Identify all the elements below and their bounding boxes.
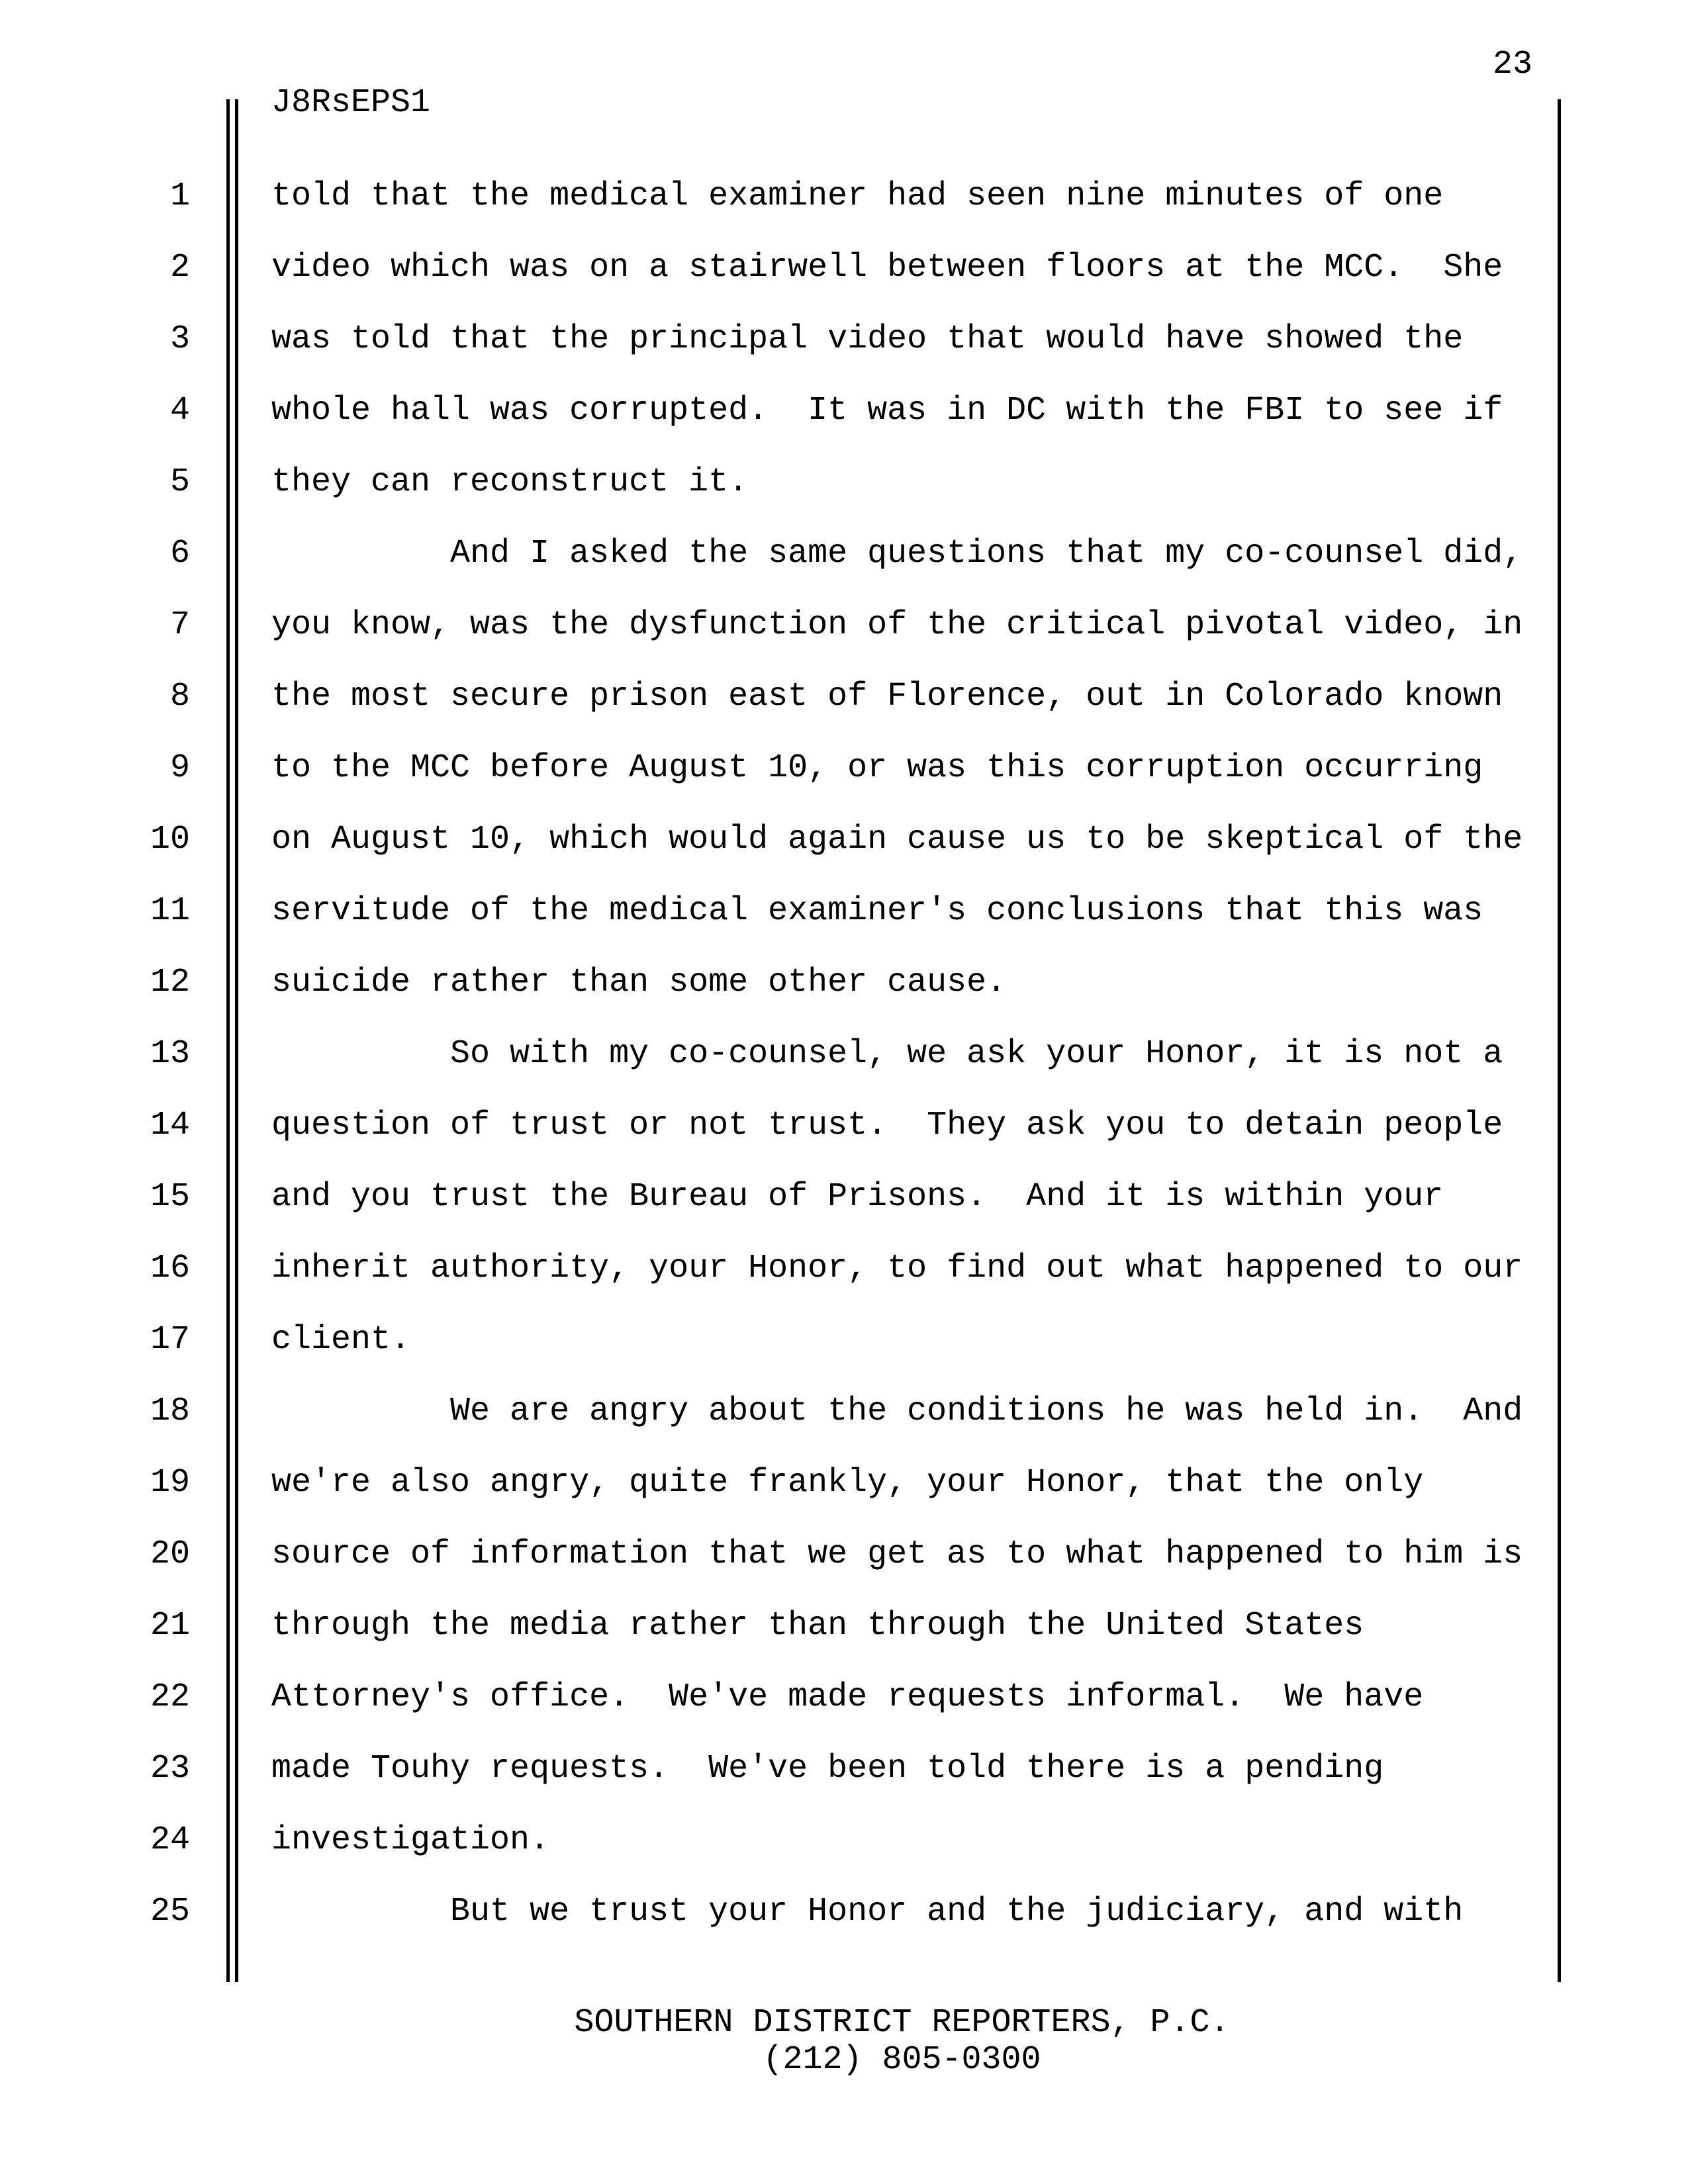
line-text: we're also angry, quite frankly, your Honor, that the only (271, 1464, 1424, 1502)
line-text: suicide rather than some other cause. (271, 964, 1007, 1001)
transcript-line (0, 661, 1688, 733)
transcript-line (0, 232, 1688, 304)
line-number: 8 (169, 678, 190, 715)
line-number: 5 (169, 463, 190, 501)
line-number: 20 (150, 1535, 190, 1573)
line-number: 19 (150, 1464, 190, 1502)
line-text: whole hall was corrupted. It was in DC with the FBI to see if (271, 392, 1503, 430)
line-text: investigation. (271, 1821, 550, 1859)
line-text: And I asked the same questions that my co-counsel did, (271, 535, 1523, 572)
line-number: 17 (150, 1321, 190, 1359)
line-text: through the media rather than through the United States (271, 1607, 1364, 1645)
transcript-line (0, 1519, 1688, 1590)
transcript-line (0, 161, 1688, 232)
transcript-line (0, 375, 1688, 447)
line-text: So with my co-counsel, we ask your Honor, it is not a (271, 1035, 1503, 1073)
line-number: 15 (150, 1178, 190, 1216)
line-number: 21 (150, 1607, 190, 1645)
transcript-line (0, 804, 1688, 876)
line-text: to the MCC before August 10, or was this corruption occurring (271, 749, 1483, 787)
transcript-line (0, 1233, 1688, 1304)
transcript-line (0, 1090, 1688, 1161)
line-text: source of information that we get as to what happened to him is (271, 1535, 1523, 1573)
transcript-line (0, 304, 1688, 375)
page-number: 23 (1492, 46, 1532, 83)
transcript-line (0, 1019, 1688, 1090)
transcript-line (0, 1590, 1688, 1662)
line-number: 9 (169, 749, 190, 787)
line-number: 22 (150, 1678, 190, 1716)
line-number: 23 (150, 1750, 190, 1788)
transcript-line (0, 1447, 1688, 1519)
line-number: 12 (150, 964, 190, 1001)
transcript-line (0, 947, 1688, 1019)
line-number: 6 (169, 535, 190, 572)
footer-phone-number: (212) 805-0300 (763, 2041, 1041, 2079)
line-text: on August 10, which would again cause us to be skeptical of the (271, 821, 1523, 858)
transcript-line (0, 518, 1688, 590)
line-number: 7 (169, 606, 190, 644)
line-number: 10 (150, 821, 190, 858)
transcript-line (0, 590, 1688, 661)
transcript-line (0, 1805, 1688, 1876)
line-number: 13 (150, 1035, 190, 1073)
transcript-line (0, 1376, 1688, 1447)
line-text: they can reconstruct it. (271, 463, 749, 501)
line-number: 25 (150, 1893, 190, 1931)
transcript-line (0, 447, 1688, 518)
line-text: But we trust your Honor and the judiciary, and with (271, 1893, 1464, 1931)
line-text: question of trust or not trust. They ask you to detain people (271, 1107, 1503, 1144)
line-number: 3 (169, 320, 190, 358)
line-text: Attorney's office. We've made requests informal. We have (271, 1678, 1424, 1716)
line-text: servitude of the medical examiner's conclusions that this was (271, 892, 1483, 930)
line-text: the most secure prison east of Florence, out in Colorado known (271, 678, 1503, 715)
line-number: 14 (150, 1107, 190, 1144)
transcript-line (0, 1662, 1688, 1733)
line-number: 16 (150, 1250, 190, 1287)
session-id: J8RsEPS1 (271, 84, 431, 122)
line-number: 1 (169, 177, 190, 215)
line-text: We are angry about the conditions he was held in. And (271, 1392, 1523, 1430)
transcript-line (0, 1733, 1688, 1805)
transcript-line (0, 1876, 1688, 1948)
line-number: 24 (150, 1821, 190, 1859)
line-text: video which was on a stairwell between floors at the MCC. She (271, 249, 1503, 287)
line-text: client. (271, 1321, 411, 1359)
transcript-line (0, 876, 1688, 947)
transcript-line (0, 733, 1688, 804)
line-text: was told that the principal video that would have showed the (271, 320, 1464, 358)
transcript-line (0, 1161, 1688, 1233)
line-text: made Touhy requests. We've been told there is a pending (271, 1750, 1384, 1788)
line-number: 2 (169, 249, 190, 287)
line-number: 11 (150, 892, 190, 930)
line-number: 18 (150, 1392, 190, 1430)
line-number: 4 (169, 392, 190, 430)
line-text: you know, was the dysfunction of the critical pivotal video, in (271, 606, 1523, 644)
line-text: and you trust the Bureau of Prisons. And it is within your (271, 1178, 1444, 1216)
transcript-line (0, 1304, 1688, 1376)
line-text: inherit authority, your Honor, to find out what happened to our (271, 1250, 1523, 1287)
footer-reporter-name: SOUTHERN DISTRICT REPORTERS, P.C. (574, 2004, 1230, 2042)
line-text: told that the medical examiner had seen nine minutes of one (271, 177, 1444, 215)
